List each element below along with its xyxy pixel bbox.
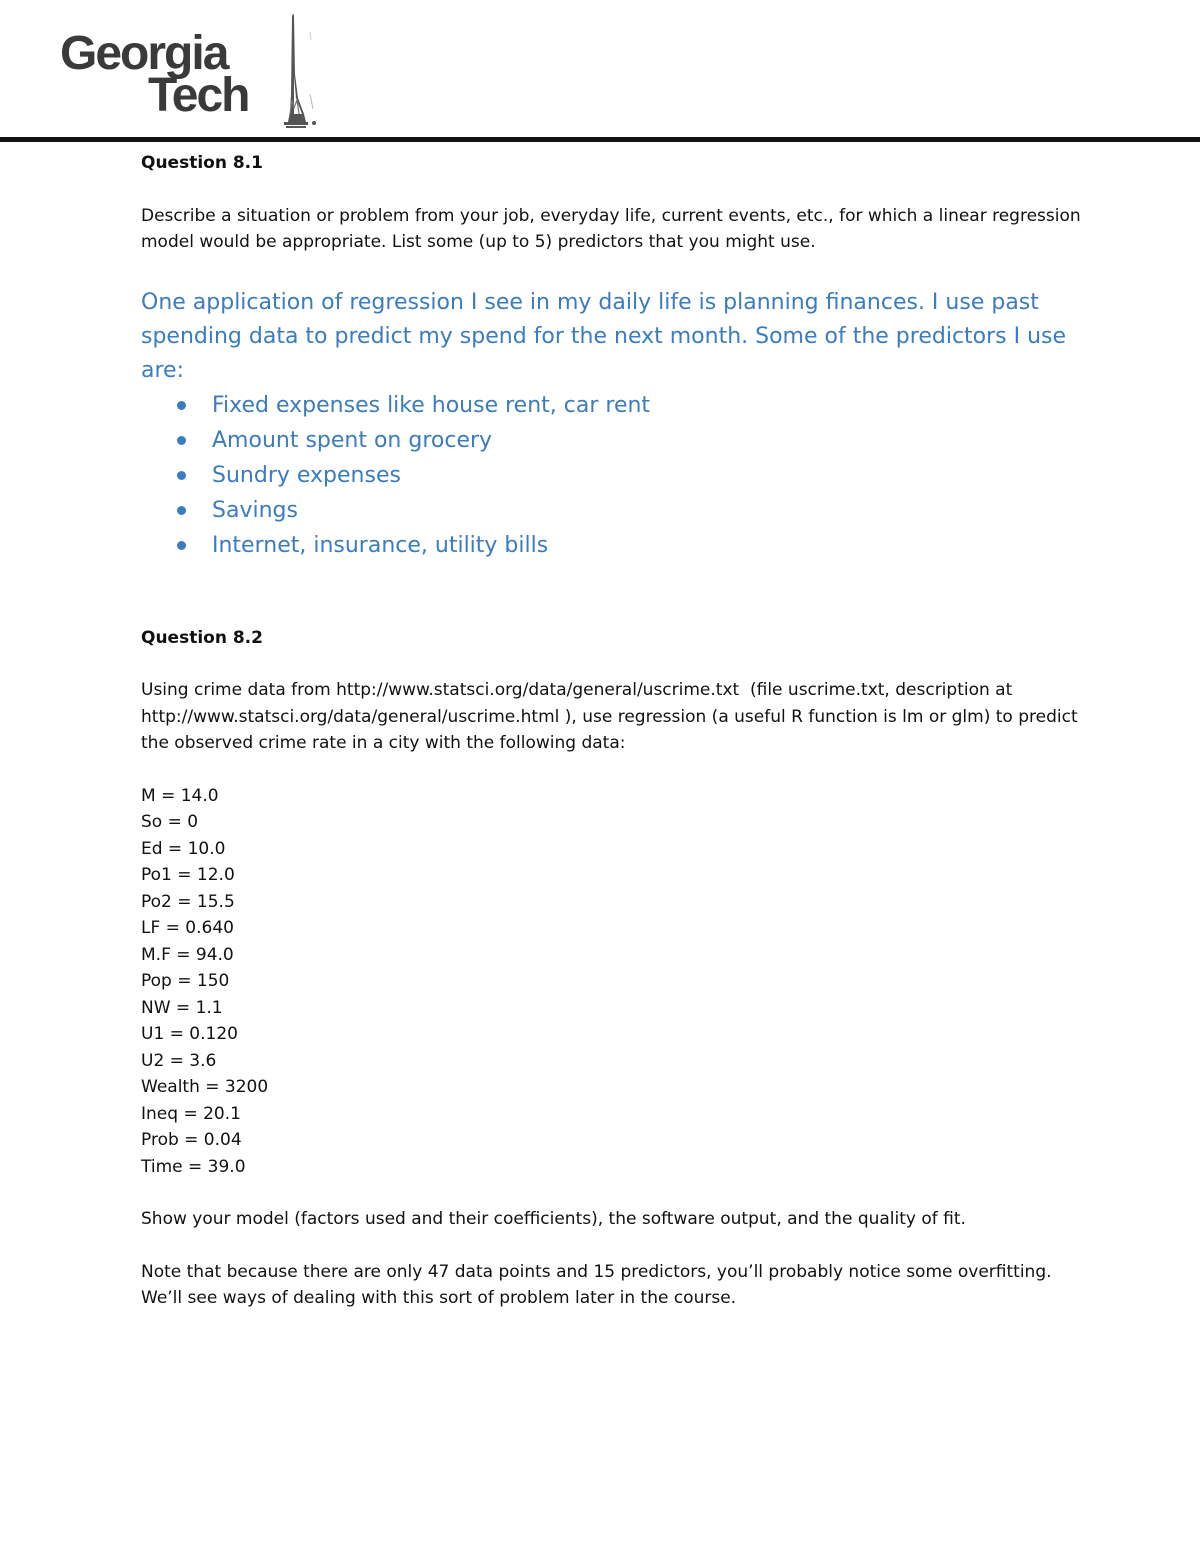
list-item-text: Fixed expenses like house rent, car rent [212,392,651,418]
bullet-icon [177,471,186,480]
georgia-tech-logo [58,14,328,130]
list-item [141,458,1081,493]
list-item: NW = 1.1 [141,997,223,1018]
list-item: Wealth = 3200 [141,1077,269,1097]
question-8-1-prompt: Describe a situation or problem from your job, everyday life, current events, etc., for which a linear regression model would be appropriate. List some (up to 5) predictors that you might use. [141,205,1081,252]
tower-icon [280,14,326,130]
document-body [141,150,1081,1312]
answer-intro: One application of regression I see in my daily life is planning finances. I use past spending data to predict my spend for the next month. Some of the predictors I use are: [141,289,1067,383]
list-item-text: Sundry expenses [212,462,401,488]
page-header [0,0,1200,145]
list-item: Time = 39.0 [141,1156,246,1177]
intro-text-2: (file uscrime.txt, description at [739,680,1018,700]
logo-line2: Tech [148,69,249,122]
list-item: LF = 0.640 [141,918,234,938]
question-8-2-intro [141,677,1081,757]
list-item [141,388,1081,423]
list-item [141,423,1081,458]
header-rule [0,137,1200,142]
answer-predictor-list [141,388,1081,563]
uscrime-txt-link[interactable]: http://www.statsci.org/data/general/uscrime.txt [336,680,740,700]
bullet-icon [177,401,186,410]
list-item: M.F = 94.0 [141,944,234,965]
list-item: U1 = 0.120 [141,1024,238,1044]
bullet-icon [177,436,186,445]
list-item [141,493,1081,528]
list-item: Ineq = 20.1 [141,1103,241,1124]
list-item-text: Savings [212,497,298,523]
list-item: Prob = 0.04 [141,1130,242,1150]
list-item-text: Amount spent on grocery [212,427,493,453]
list-item: So = 0 [141,812,199,832]
list-item [141,528,1081,563]
list-item: Po1 = 12.0 [141,865,235,885]
question-8-2-title: Question 8.2 [141,627,263,648]
list-item: M = 14.0 [141,785,219,806]
question-8-1-title: Question 8.1 [141,153,263,173]
bullet-icon [177,506,186,515]
list-item: U2 = 3.6 [141,1050,217,1071]
predictor-values-list [141,783,1081,1181]
intro-text-3: ), use regression (a useful R function is lm or glm) to predict the observed crime rate in a city with the following data: [141,706,1078,753]
intro-text-1: Using crime data from [141,680,337,700]
list-item: Ed = 10.0 [141,838,226,859]
show-model-instruction: Show your model (factors used and their coefficients), the software output, and the quality of fit. [141,1209,966,1229]
list-item-text: Internet, insurance, utility bills [212,532,549,558]
bullet-icon [177,541,186,550]
overfitting-note: Note that because there are only 47 data points and 15 predictors, you’ll probably notice some overfitting. We’ll see ways of dealing with this sort of problem later in the course. [141,1261,1052,1308]
uscrime-html-link[interactable]: http://www.statsci.org/data/general/uscrime.html [141,706,560,727]
list-item: Po2 = 15.5 [141,891,235,912]
list-item: Pop = 150 [141,971,230,991]
logo-line1: Georgia [60,27,228,80]
